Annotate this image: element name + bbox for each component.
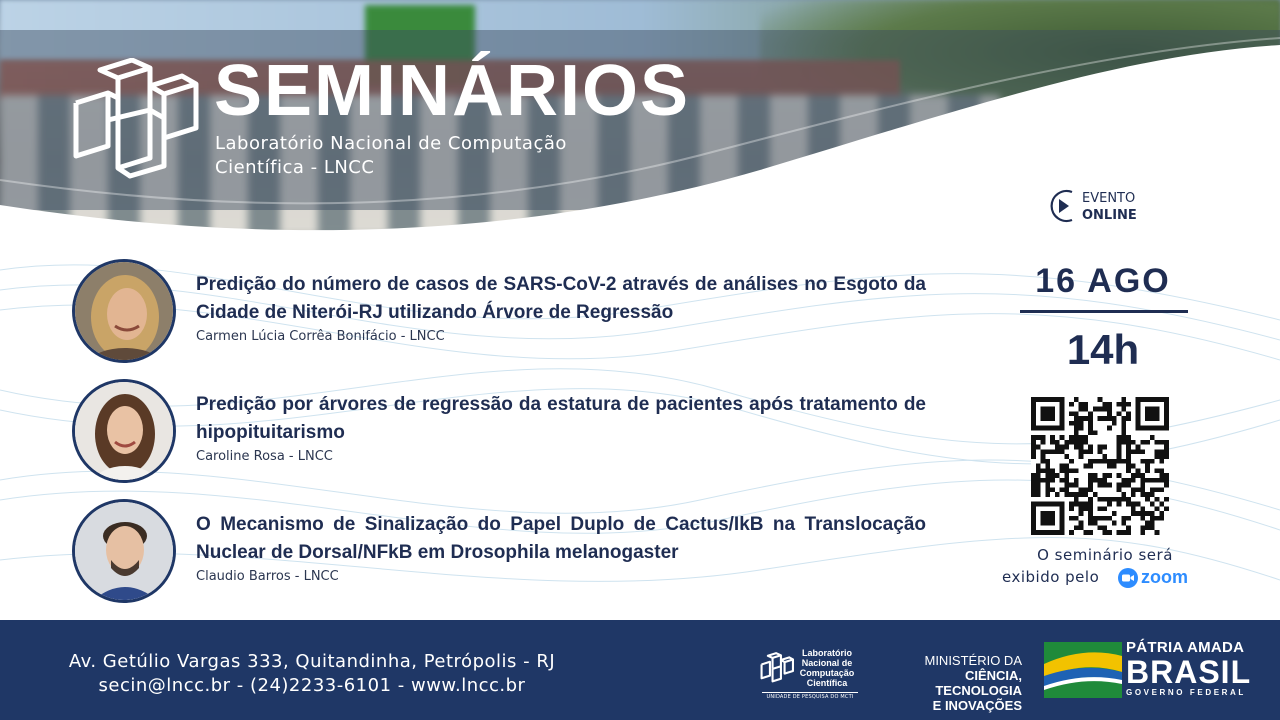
event-time: 14h [1066,326,1140,373]
speaker-photo [72,259,176,363]
talk-speaker: Carmen Lúcia Corrêa Bonifácio - LNCC [196,329,445,344]
ministry-logo: MINISTÉRIO DA CIÊNCIA, TECNOLOGIA E INOVAÇÕES [924,653,1022,713]
divider [1020,310,1188,313]
talk-title: Predição do número de casos de SARS-CoV-2 através de análises no Esgoto da Cidade de Niterói-RJ utilizando Árvore de Regressão [196,274,926,323]
zoom-logo: zoom [1118,567,1188,588]
lncc-small-logo-icon [760,647,794,691]
lncc-cube-logo [70,58,200,183]
talk-title: O Mecanismo de Sinalização do Papel Duplo de Cactus/IkB na Translocação Nuclear de Dorsal/NFkB em Drosophila melanogaster [196,514,926,563]
talk-speaker: Caroline Rosa - LNCC [196,449,333,464]
lncc-logo-text: Laboratório Nacional de Computação Científica [799,648,855,688]
page-subtitle: Laboratório Nacional de Computação Científica - LNCC [215,133,567,178]
zoom-camera-icon [1118,568,1138,588]
talk-item [72,379,932,489]
speaker-photo [72,379,176,483]
play-icon [1046,186,1080,226]
talk-title: Predição por árvores de regressão da estatura de pacientes após tratamento de hipopituitarismo [196,394,926,443]
event-date: 16 AGO [1035,262,1171,300]
page-title: SEMINÁRIOS [214,51,691,131]
speaker-photo [72,499,176,603]
lncc-logo-subtitle: UNIDADE DE PESQUISA DO MCTI [762,692,858,700]
brazil-flag-icon [1044,642,1122,698]
event-online-label: EVENTO ONLINE [1082,191,1137,223]
talk-speaker: Claudio Barros - LNCC [196,569,339,584]
talk-item [72,259,932,369]
footer [0,620,1280,720]
contact-info: Av. Getúlio Vargas 333, Quitandinha, Petrópolis - RJ secin@lncc.br - (24)2233-6101 - www.lncc.br [68,651,556,696]
qr-code[interactable] [1031,397,1169,535]
zoom-note: O seminário será exibido pelo [1002,546,1173,586]
talk-item [72,499,932,609]
government-logo: PÁTRIA AMADA BRASIL GOVERNO FEDERAL [1126,639,1252,697]
